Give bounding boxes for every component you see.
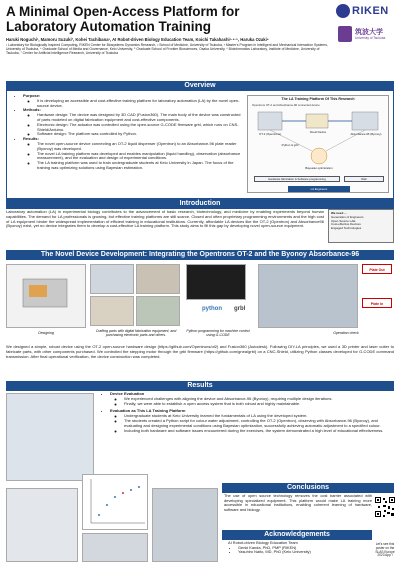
section-header-results: Results — [6, 381, 394, 391]
training-evaluation-heading: Evaluation as This LA Training Platform — [110, 408, 186, 414]
device-image — [306, 114, 328, 128]
section-header-overview: Overview — [6, 81, 394, 91]
plate-out-label: Plate Out — [362, 264, 392, 274]
platform-diagram — [247, 95, 389, 193]
overview-panel — [6, 91, 394, 199]
methods-item: ◦ Hardware design: The device was designed by 3D CAD (Fusion360). The main body of the device was constructed of parts modeled on digital fabrication equipment and cost-effective components. — [37, 113, 241, 123]
training-photo-image — [6, 393, 94, 481]
section-header-acknowledgements: Acknowledgements — [222, 530, 372, 540]
qr-code-icon[interactable] — [374, 496, 396, 540]
optimization-plot-image — [82, 474, 148, 530]
affiliations: ¹ Laboratory for Biologically Inspired Computing, RIKEN Center for Biosystems Dynamics Research, ² School of Medicine, University of Tsukuba, ³ Master's Program in Intelligent and Mechanical Interaction Systems, University of Tsukuba, ⁴ Graduate School of Media and Governance, Keio University, ⁵ Graduate School of Frontier Biosciences, Osaka University, ⁶ Bioinformatics Laboratory, Institute of Medicine, University of Tsukuba, ⁷ Center for Artificial Intelligence Research, University of Tsukuba — [6, 43, 328, 56]
diagram-subtitle: Opentrons OT-2 and Absorbance-96 connected device — [252, 103, 320, 107]
cad-model-icon — [7, 265, 87, 329]
grbl-logo-text: grbl — [234, 306, 246, 312]
python-logo-text: python — [202, 306, 222, 312]
introduction-panel — [6, 209, 394, 247]
results-item: ◦ The novel open-source device connecting an OT-2 liquid dispenser (Opentron) to an Absorbance-96 plate reader (Byonoy) was developed. — [37, 142, 241, 152]
parts-image — [90, 296, 134, 326]
node-fabrication: Hardware fabrication & Software programming — [254, 176, 340, 182]
needs-item: Cost-effective Devices — [331, 222, 361, 227]
novel-device-panel — [6, 262, 394, 344]
plate-in-label: Plate In — [362, 298, 392, 308]
novel-device-text: We designed a simple, robust device using the OT-2 open-source hardware design (https://github.com/Opentrons/ot2) and Fusion360 (Autodesk). Following DIY-LA principles, we used a 3D printer and laser cutter to fabricate parts, with other components purchased. We controlled the stepping motor through the grbl firmware (https://github.com/gnea/grbl) on a CNC-Shield, utilizing Python classes developed for G-CODE command transmission. After final operational verification, the device construction was completed. — [6, 344, 394, 359]
caption-operation: Operation check — [333, 331, 359, 335]
section-header-introduction: Introduction — [6, 199, 394, 209]
results-heading: Results: — [23, 136, 39, 142]
needs-item: Open-Source LAE — [331, 218, 356, 223]
tsukuba-logo-subtext: University of Tsukuba — [355, 36, 386, 40]
training-evaluation-item: ◦ The students created a Python script for colour water adjustment, controlling the OT-2 (Opentron), observing with Absorbance-96 (Byonoy), and evaluating and designing experimental conditions using Bayesian optimization, successfully achieving automatic adjustment to a specified colour. — [124, 419, 392, 429]
electronics-image — [136, 296, 180, 326]
node-python: Python & grbl — [281, 143, 299, 147]
needs-box — [328, 209, 394, 243]
needs-item: Generation of Engineers — [331, 214, 364, 219]
device-evaluation-item: ◦ Finally, we were able to establish a open access system that is both robust and highly maintainable. — [124, 402, 392, 407]
training-evaluation-item: ◦ Undergraduate students at Keio University learned the fundamentals of LA using the developed system. — [124, 414, 392, 419]
bayesian-node — [311, 148, 327, 164]
node-absorbance: Absorbance-96 (Byonoy) — [350, 132, 382, 136]
results-item: ◦ The novel LA training platform was developed and enables manipulation (liquid handling), observation (absorbance measurement), and the evaluation and design of experimental conditions. — [37, 152, 241, 162]
overview-text — [13, 94, 241, 171]
acknowledgement-person: • Yasuhiro Naito, MD, PhD (Keio University) — [238, 550, 368, 555]
tsukuba-logo-text: 筑波大学 — [355, 29, 383, 36]
conclusions-text: The use of open source technology removes the cost barrier associated with developing specialized equipment. This platform would make LA training more accessible in educational institutions, enabling coherent learning of hardware, software and biology. — [224, 493, 372, 512]
tsukuba-logo — [336, 24, 396, 46]
cad-screenshot-image — [6, 264, 86, 328]
node-bayesian: Bayesian optimization — [305, 166, 333, 170]
lab-photo-image — [152, 488, 218, 562]
node-web: Web — [344, 176, 384, 182]
section-header-novel-device: The Novel Device Development: Integrating the Opentrons OT-2 and the Byonoy Absorbance-96 — [6, 250, 394, 260]
acknowledgement-person: • Genki Kanda, PhD, PMP (RIKEN) — [238, 546, 368, 551]
results-panel — [6, 391, 394, 485]
methods-item: ◦ Software design: The platform was controlled by Python. — [37, 132, 241, 137]
caption-designing: Designing — [38, 331, 54, 335]
absorbance-image — [352, 112, 378, 130]
methods-item: ◦ Electronic design: The actuator was controlled using the open-source G-CODE firmware grbl, which runs on CNS-Shield/Arduino. — [37, 123, 241, 133]
purpose-text: ◦ It is developing an accessible and cost-effective training platform for laboratory automation (LA) by the novel open-source device. — [37, 99, 241, 109]
needs-item: Engaged Technologies — [331, 226, 362, 231]
methods-heading: Methods: — [23, 107, 41, 113]
purpose-heading: Purpose: — [23, 93, 41, 98]
code-editor-image — [186, 264, 246, 300]
device-evaluation-item: ◦ We experienced challenges with aligning the device and Absorbance-96 (Byonoy), requiring multiple design iterations. — [124, 397, 392, 402]
laser-cutter-image — [136, 264, 180, 294]
training-evaluation-item: ◦ Including both hardware and software issues encountered during the exercises, the system demonstrated a high level of educational effectiveness. — [124, 429, 392, 434]
caption-crafting: Crafting parts with digital fabrication equipment, and purchasing electronic parts and others. — [95, 329, 177, 337]
students-photo-image — [6, 488, 78, 562]
riken-mark-icon — [336, 4, 350, 18]
device-evaluation-heading: Device Evaluation — [110, 391, 145, 396]
scatter-plot-icon — [83, 475, 149, 531]
needs-title: We need ... — [331, 211, 347, 215]
tsukuba-mark-icon — [338, 26, 352, 42]
authors: Haruki Noguchi¹, Mamoru Suzuki², Kohei Tachibana³, AI Robot-driven Biology Education Team, Koichi Takahashi¹·⁴·⁵, Haruka Ozaki⁶ — [6, 37, 269, 42]
qr-caption: Let's see this poster on the SLAS Europe 2023 App ! — [375, 542, 395, 558]
diagram-title: The LA Training Platform Of This Research — [281, 97, 355, 101]
node-ot2: OT-2 (Opentrons) — [259, 132, 281, 136]
results-text — [100, 392, 392, 433]
poster-title: A Minimal Open-Access Platform for Laboratory Automation Training — [6, 4, 240, 34]
section-header-conclusions: Conclusions — [222, 483, 394, 493]
ot2-image — [258, 112, 282, 130]
acknowledgements-intro: AI Robot-driven Biology Education Team — [228, 540, 298, 545]
acknowledgements-text — [228, 541, 368, 555]
caption-programming: Python programming for machine control using G-CODE — [186, 329, 250, 337]
riken-logo — [336, 2, 396, 20]
node-device: Novel Device — [309, 130, 327, 134]
node-engineers: LA Engineers — [310, 187, 328, 191]
device-setup-image — [82, 533, 148, 562]
operation-check-image — [258, 264, 358, 328]
introduction-text: Laboratory automation (LA) in experimental biology contributes to the advancement of basic research, biotechnology, and medicine by enabling experiments beyond human capabilities. The demand for LA professionals is growing, but effective training platforms are still scarce. Closed and often proprietary programming environments and the high cost of LA equipment hinder the widespread implementation of efficient training in educational institutions. Currently, affordable LA devices like the OT-2 (Opentron) and Absorbance96 (Byonoy) exist, yet no device integrates them to develop a cost-effective LA training platform. This study aims to fill this gap by developing novel open-source equipment. — [6, 209, 324, 229]
riken-logo-text: RIKEN — [352, 5, 389, 17]
results-item: ◦ The LA training platform was used to train undergraduate students at Keio University in Japan. The focus of the training was optimizing solutions using Bayesian estimation. — [37, 161, 241, 171]
printer-image — [90, 264, 134, 294]
